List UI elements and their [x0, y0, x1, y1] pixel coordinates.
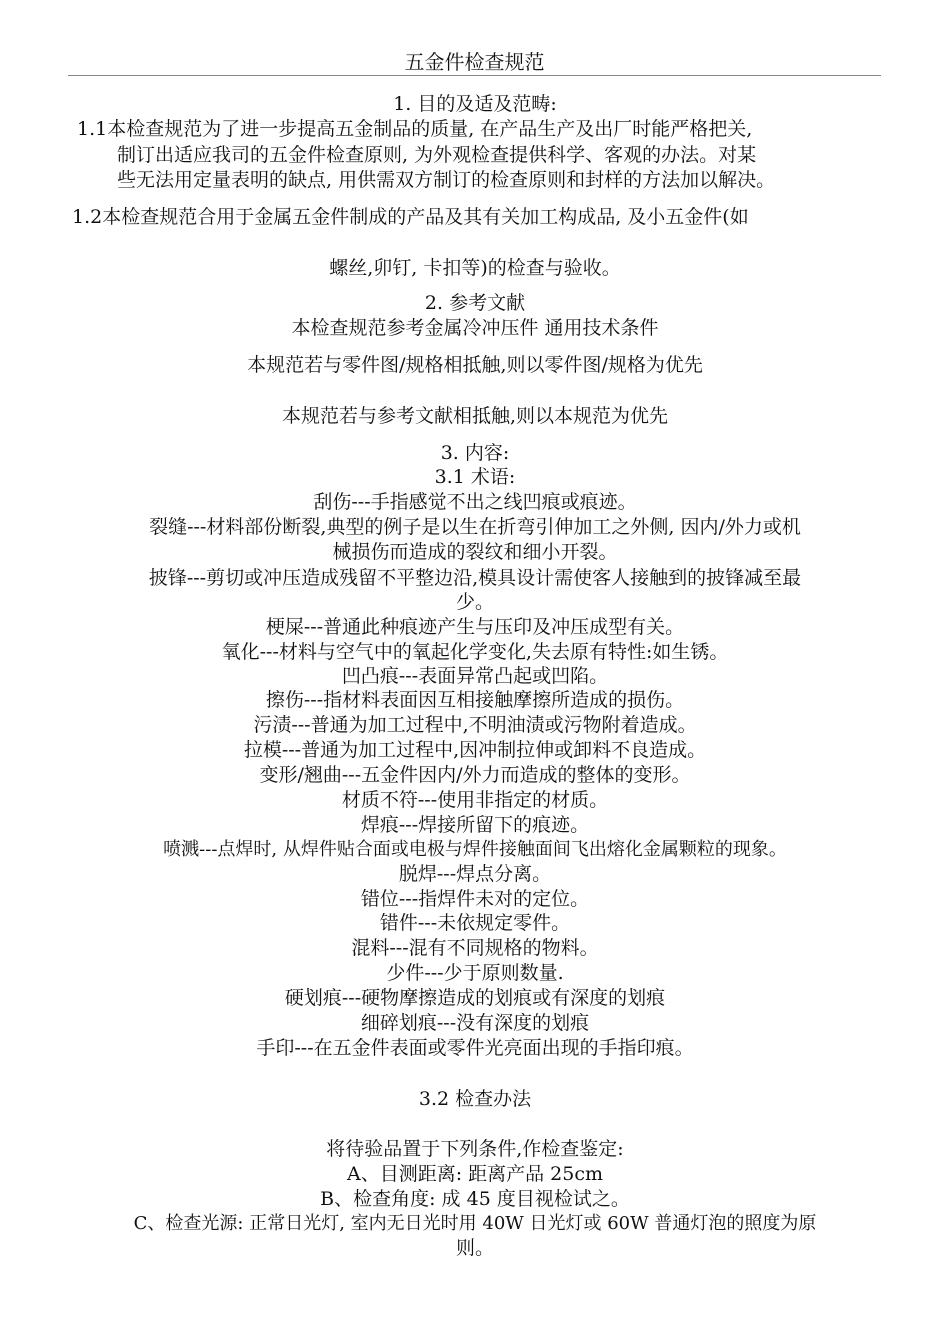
term-line: 混料---混有不同规格的物料。: [351, 937, 599, 959]
method-line: 将待验品置于下列条件,作检查鉴定:: [326, 1138, 624, 1160]
section-3-1-heading: 3.1 术语:: [434, 466, 516, 488]
term-line: 材质不符---使用非指定的材质。: [341, 789, 609, 811]
term-line: 凹凸痕---表面异常凸起或凹陷。: [341, 665, 609, 687]
section-1-1-line-2: 制订出适应我司的五金件检查原则, 为外观检查提供科学、客观的办法。对某: [117, 144, 757, 166]
term-line: 错件---未依规定零件。: [379, 912, 571, 934]
section-1-2-line-2: 螺丝,卯钉, 卡扣等)的检查与验收。: [329, 257, 621, 279]
method-line: B、检查角度: 成 45 度目视检试之。: [320, 1188, 630, 1210]
term-line: 细碎划痕---没有深度的划痕: [360, 1012, 590, 1034]
term-line: 变形/翘曲---五金件因内/外力而造成的整体的变形。: [259, 764, 691, 786]
section-1-1-line-3: 些无法用定量表明的缺点, 用供需双方制订的检查原则和封样的方法加以解决。: [117, 169, 776, 191]
reference-line-1: 本检查规范参考金属冷冲压件 通用技术条件: [291, 317, 659, 339]
term-line: 硬划痕---硬物摩擦造成的划痕或有深度的划痕: [284, 987, 666, 1009]
section-1-heading: 1. 目的及适及范畴:: [393, 93, 557, 115]
term-line: 喷溅---点焊时, 从焊件贴合面或电极与焊件接触面间飞出熔化金属颗粒的现象。: [163, 839, 787, 860]
method-line: A、目测距离: 距离产品 25cm: [346, 1163, 604, 1185]
section-2-heading: 2. 参考文献: [424, 292, 526, 314]
term-line: 械损伤而造成的裂纹和细小开裂。: [332, 541, 618, 563]
section-1-2-line-1: 1.2本检查规范合用于金属五金件制成的产品及其有关加工构成品, 及小五金件(如: [72, 206, 749, 228]
term-line: 脱焊---焊点分离。: [398, 863, 552, 885]
term-line: 手印---在五金件表面或零件光亮面出现的手指印痕。: [256, 1037, 694, 1059]
term-line: 焊痕---焊接所留下的痕迹。: [360, 814, 590, 836]
method-line: C、检查光源: 正常日光灯, 室内无日光时用 40W 日光灯或 60W 普通灯泡的照度为原: [133, 1213, 817, 1234]
section-3-heading: 3. 内容:: [440, 442, 510, 464]
reference-line-3: 本规范若与参考文献相抵触,则以本规范为优先: [281, 405, 669, 427]
title-underline: [68, 75, 881, 76]
term-line: 污渍---普通为加工过程中,不明油渍或污物附着造成。: [253, 714, 697, 736]
term-line: 错位---指焊件未对的定位。: [360, 888, 590, 910]
method-line: 则。: [455, 1237, 494, 1259]
term-line: 少。: [455, 591, 494, 613]
term-line: 擦伤---指材料表面因互相接触摩擦所造成的损伤。: [265, 689, 685, 711]
term-line: 裂缝---材料部份断裂,典型的例子是以生在折弯引伸加工之外侧, 因内/外力或机: [149, 516, 801, 538]
term-line: 少件---少于原则数量.: [386, 962, 564, 984]
section-3-2-heading: 3.2 检查办法: [418, 1088, 532, 1110]
term-line: 披锋---剪切或冲压造成残留不平整边沿,模具设计需使客人接触到的披锋减至最: [148, 567, 802, 589]
term-line: 刮伤---手指感觉不出之线凹痕或痕迹。: [313, 491, 637, 513]
term-line: 拉模---普通为加工过程中,因冲制拉伸或卸料不良造成。: [243, 739, 707, 761]
reference-line-2: 本规范若与零件图/规格相抵触,则以零件图/规格为优先: [247, 354, 703, 376]
document-title: 五金件检查规范: [404, 50, 545, 74]
term-line: 梗屎---普通此种痕迹产生与压印及冲压成型有关。: [265, 616, 685, 638]
section-1-1-line-1: 1.1本检查规范为了进一步提高五金制品的质量, 在产品生产及出厂时能严格把关,: [77, 118, 753, 140]
term-line: 氧化---材料与空气中的氧起化学变化,失去原有特性:如生锈。: [221, 641, 729, 663]
